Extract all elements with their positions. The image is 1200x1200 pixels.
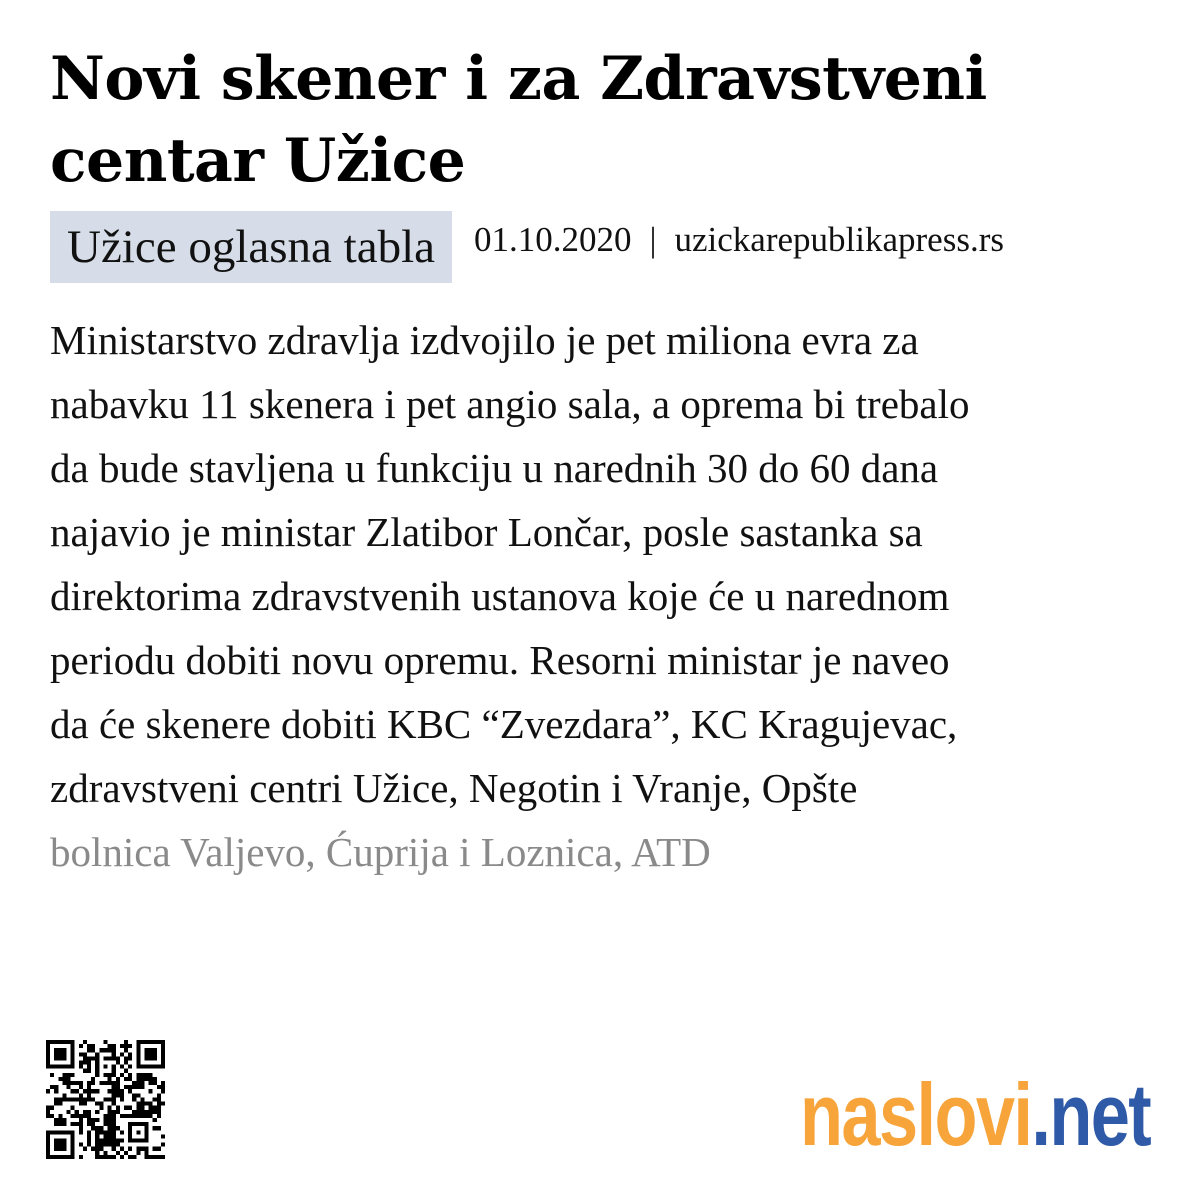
body-line: Ministarstvo zdravlja izdvojilo je pet miliona evra za — [50, 317, 919, 363]
body-line: da će skenere dobiti KBC “Zvezdara”, KC Kragujevac, — [50, 701, 958, 747]
body-line: zdravstveni centri Užice, Negotin i Vranje, Opšte — [50, 765, 858, 811]
body-line: direktorima zdravstvenih ustanova koje će u narednom — [50, 573, 950, 619]
article-meta — [50, 211, 1200, 283]
article-date: 01.10.2020 — [474, 220, 632, 259]
body-line: periodu dobiti novu opremu. Resorni ministar je naveo — [50, 637, 950, 683]
article-source[interactable]: uzickarepublikapress.rs — [674, 220, 1004, 259]
meta-separator: | — [649, 220, 657, 259]
body-line-faded: bolnica Valjevo, Ćuprija i Loznica, ATD — [50, 829, 711, 875]
body-line: najavio je ministar Zlatibor Lončar, posle sastanka sa — [50, 509, 923, 555]
body-line: da bude stavljena u funkciju u narednih 30 do 60 dana — [50, 445, 939, 491]
body-line: nabavku 11 skenera i pet angio sala, a oprema bi trebalo — [50, 381, 970, 427]
qr-code-icon[interactable] — [46, 1040, 165, 1159]
qr-code-graphic — [46, 1040, 165, 1159]
meta-info — [474, 220, 1004, 260]
category-badge[interactable]: Užice oglasna tabla — [50, 211, 452, 283]
logo-text-net: .net — [1031, 1065, 1151, 1164]
article-body — [50, 308, 1170, 884]
article-title: Novi skener i za Zdravstveni centar Užice — [50, 44, 987, 196]
logo-text-naslovi: naslovi — [800, 1065, 1032, 1164]
naslovi-net-logo[interactable] — [800, 1062, 1151, 1168]
